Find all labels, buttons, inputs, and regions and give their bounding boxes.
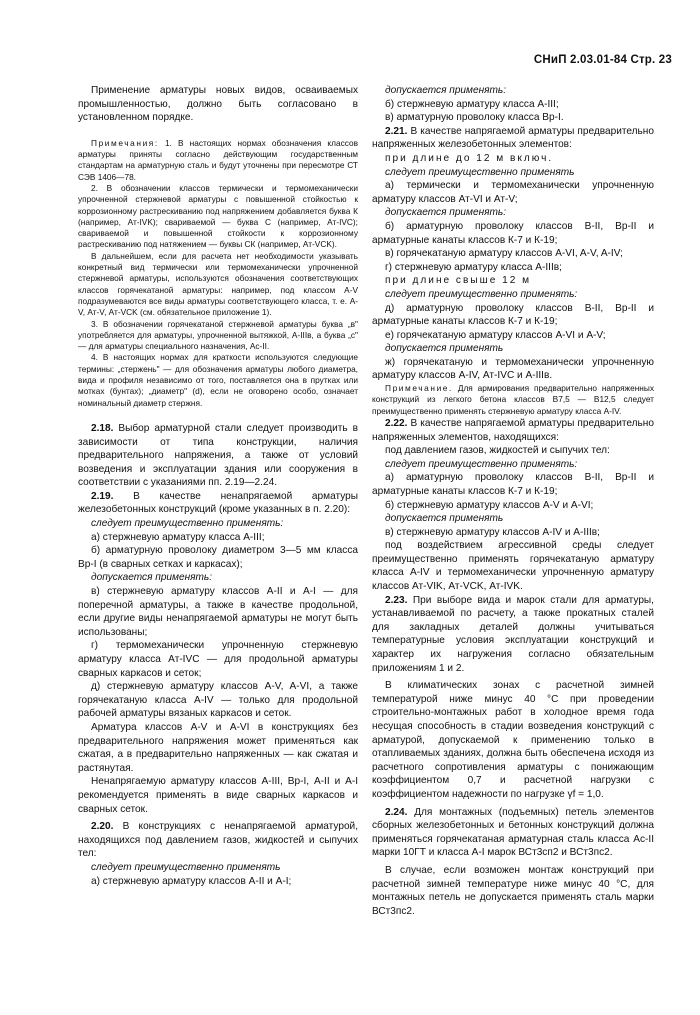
condition-aggressive: под воздействием агрессивной среды следует преимущественно применять горячекатаную арматуру класса A-IV и термомеханически упрочненную арматуру классов Ат-VIK, Ат-VCK, Ат-IVK. [372,540,654,593]
clause-2-23-text: При выборе вида и марок стали для арматуры, устанавливаемой по расчету, а также прокатных сталей для закладных деталей должны учитываться температурные условия эксплуатации конструкций и характер их нагружения согласно обязательным приложениям 1 и 2. [372,594,654,674]
clause-2-18-number: 2.18. [91,422,114,434]
right-column [372,84,654,918]
clause-2-19-number: 2.19. [91,490,114,502]
item-2-22-v: в) стержневую арматуру классов A-IV и А-IIIв; [385,526,600,538]
clause-2-22-number: 2.22. [385,417,408,429]
paragraph-climate: В климатических зонах с расчетной зимней температурой ниже минус 40 °С при проведении строительно-монтажных работ в холодное время года несущая способность в стадии возведения конструкций с арматурой, допускаемой к применению только в отапливаемых зданиях, должна быть обеспечена исходя из расчетного сопротивления арматуры с понижающим коэффициентом 0,7 и расчетной нагрузки с коэффициентом надежности по нагрузке γf = 1,0. [372,680,654,800]
preferred-heading: следует преимущественно применять: [91,518,284,530]
note-2-continuation: В дальнейшем, если для расчета нет необходимости указывать конкретный вид термически или термомеханически упрочненной стержневой арматуры, используются обозначения соответствующих классов горячекатаной арматуры: например, под классом A-V подразумеваются все виды арматуры соответствующего класса, т. е. A-V, Ат-V, Ат-VCK (см. обязательное приложение 1). [78,250,358,318]
notes-block [78,138,358,409]
allowed-heading: допускается применять [385,513,504,525]
item-2-22-a: а) арматурную проволоку классов B-II, Вр-II и арматурные канаты классов К-7 и К-19; [372,472,654,497]
clause-2-21 [372,125,654,152]
clause-2-24-text: Для монтажных (подъемных) петель элементов сборных железобетонных и бетонных конструкций должна применяться горячекатаная арматурная сталь класса Ас-II марки 10ГТ и класса А-I марок ВСт3сп2 и ВСт3пс2. [372,806,654,859]
clause-2-20-number: 2.20. [91,821,114,833]
paragraph-recommend: Ненапрягаемую арматуру классов А-III, Вр-I, А-II и А-I рекомендуется применять в виде сварных каркасов и сварных сеток. [78,776,358,815]
allowed-heading: допускается применять: [91,572,213,584]
item-2-19-d: д) стержневую арматуру классов A-V, A-VI, а также горячекатаную класса A-IV — только для продольной рабочей арматуры вязаных каркасов и сеток. [78,681,358,720]
clause-2-23 [372,594,654,676]
paragraph-av-avi: Арматура классов A-V и A-VI в конструкциях без предварительного напряжения может применяться как сжатая, а в предварительно напряженных — как сжатая и растянутая. [78,721,358,774]
preferred-heading: следует преимущественно применять: [385,288,578,300]
page-header: СНиП 2.03.01-84 Стр. 23 [533,54,672,66]
item-2-21-d: д) арматурную проволоку классов B-II, Вр-II и арматурные канаты классов К-7 и К-19; [372,302,654,328]
clause-2-21-number: 2.21. [385,125,408,137]
allowed-heading: допускается применять: [385,85,507,96]
clause-2-22 [372,417,654,444]
item-2-21-b: б) арматурную проволоку классов B-II, Вр-II и арматурные канаты классов К-7 и К-19; [372,220,654,246]
notes-label: Примечания: [91,137,159,148]
note-4: 4. В настоящих нормах для краткости используются следующие термины: „стержень" — для обозначения арматуры любого диаметра, вида и профиля независимо от того, поставляется она в прутках или мотках (бунтах); „диаметр" (d), если не оговорено особо, означает номинальный диаметр стержня. [78,352,358,408]
item-2-20-b: б) стержневую арматуру класса А-III; [385,98,559,110]
item-2-21-v: в) горячекатаную арматуру классов A-VI, A-V, A-IV; [385,248,623,260]
item-2-21-zh: ж) горячекатаную и термомеханически упрочненную арматуру классов A-IV, Ат-IVC и А-IIIв. [372,356,654,382]
clause-2-21-text: В качестве напрягаемой арматуры предварительно напряженных железобетонных элементов: [372,125,654,151]
preferred-heading: следует преимущественно применять [385,166,575,178]
note-3: 3. В обозначении горячекатаной стержневой арматуры буква „в" употребляется для арматуры, упрочненной вытяжкой, А-IIIв, а буква „с" — для арматуры специального назначения, Ас-II. [78,318,358,352]
clause-2-19 [78,490,358,517]
item-2-19-g: г) термомеханически упрочненную стержневую арматуру класса Ат-IVC — для продольной арматуры сварных каркасов и сеток; [78,640,358,679]
item-2-20-a: а) стержневую арматуру классов А-II и А-I; [91,875,292,887]
clause-2-20 [78,820,358,861]
length-condition-over-12m: при длине свыше 12 м [385,275,532,287]
clause-2-23-number: 2.23. [385,594,408,606]
condition-pressure: под давлением газов, жидкостей и сыпучих тел: [385,445,610,457]
clause-2-19-text: В качестве ненапрягаемой арматуры железобетонных конструкций (кроме указанных в п. 2.20): [78,490,358,516]
allowed-heading: допускается применять: [385,207,507,219]
intro-paragraph: Применение арматуры новых видов, осваиваемых промышленностью, должно быть согласовано в установленном порядке. [78,85,358,124]
preferred-heading: следует преимущественно применять: [385,458,578,470]
item-2-21-a: а) термически и термомеханически упрочненную арматуру классов Ат-VI и Ат-V; [372,180,654,205]
item-2-20-v: в) арматурную проволоку класса Вр-I. [385,112,564,124]
clause-2-18 [78,422,358,490]
item-2-21-g: г) стержневую арматуру класса А-IIIв; [385,261,562,273]
note-2: 2. В обозначении классов термически и термомеханически упрочненной стержневой арматуры с повышенной стойкостью к коррозионному растрескиванию под напряжением добавляется буква К (например, Ат-IVK); свариваемой — буква С (например, Ат-IVC); свариваемой и повышенной стойкости к коррозионному растрескиванию под натяжением — буквы СК (например, Ат-VCK). [78,182,358,250]
length-condition-12m: при длине до 12 м включ. [385,152,554,164]
clause-2-20-text: В конструкциях с ненапрягаемой арматурой, находящихся под давлением газов, жидкостей и сыпучих тел: [78,821,358,860]
note-lightweight-concrete [372,383,654,417]
note-1-text: 1. В настоящих нормах обозначения классов арматуры приняты согласно действующим государственным стандартам на арматурную сталь и будут уточнены при пересмотре СТ СЭВ 1406—78. [78,137,358,182]
item-2-21-e: е) горячекатаную арматуру классов A-VI и A-V; [385,329,606,341]
item-2-19-a: а) стержневую арматуру класса А-III; [91,531,265,543]
note-label: Примечание. [385,383,453,394]
clause-2-24 [372,806,654,860]
item-2-19-b: б) арматурную проволоку диаметром 3—5 мм класса Вр-I (в сварных сетках и каркасах); [78,545,358,570]
note-text: Для армирования предварительно напряженных конструкций из легкого бетона классов В7,5 — В12,5 следует преимущественно применять стержневую арматуру класса A-IV. [372,383,654,416]
clause-2-18-text: Выбор арматурной стали следует производить в зависимости от типа конструкции, наличия предварительного напряжения, а также от условий возведения и эксплуатации здания или сооружения в соответствии с указаниями пп. 2.19—2.24. [78,422,358,489]
allowed-heading: допускается применять [385,343,504,355]
item-2-19-v: в) стержневую арматуру классов А-II и А-I — для поперечной арматуры, а также в качестве продольной, если другие виды ненапрягаемой арматуры не могут быть использованы; [78,586,358,638]
clause-2-24-number: 2.24. [385,806,408,818]
note-1 [78,138,358,183]
clause-2-22-text: В качестве напрягаемой арматуры предварительно напряженных элементов, находящихся: [372,417,654,443]
left-column [78,84,358,888]
item-2-22-b: б) стержневую арматуру классов A-V и A-VI; [385,499,594,511]
paragraph-mounting: В случае, если возможен монтаж конструкций при расчетной зимней температуре ниже минус 40 °С, для монтажных петель не допускается применять сталь марки ВСт3пс2. [372,864,654,917]
preferred-heading: следует преимущественно применять [91,861,281,873]
